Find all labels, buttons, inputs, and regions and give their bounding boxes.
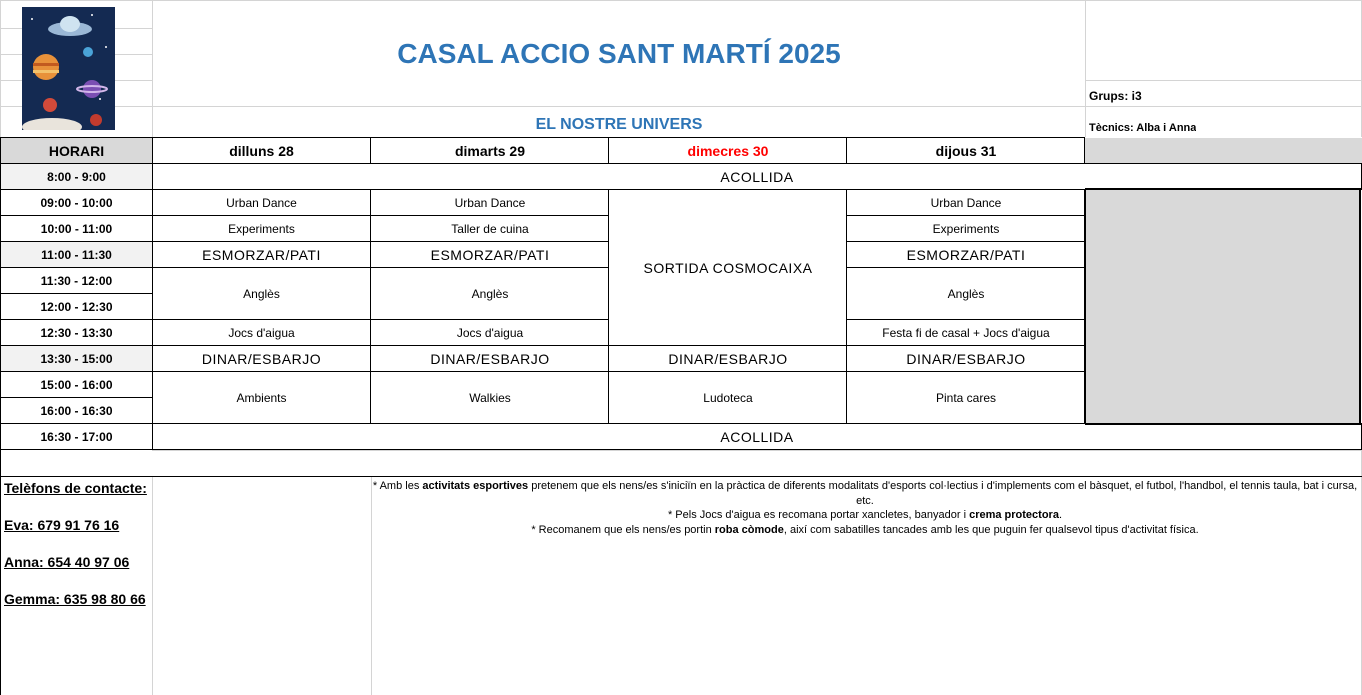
activity-cell: Jocs d'aigua xyxy=(228,325,295,340)
contact-gemma: Gemma: 635 98 80 66 xyxy=(4,591,146,607)
activity-cell: Taller de cuina xyxy=(451,221,529,236)
acollida-cell: ACOLLIDA xyxy=(720,428,794,445)
page-subtitle: EL NOSTRE UNIVERS xyxy=(535,116,703,133)
time-label: 13:30 - 15:00 xyxy=(40,351,113,366)
time-label: 10:00 - 11:00 xyxy=(40,221,113,236)
activity-cell: Urban Dance xyxy=(226,195,297,210)
activity-cell: DINAR/ESBARJO xyxy=(430,350,550,367)
activity-cell: Experiments xyxy=(228,221,295,236)
activity-cell: ESMORZAR/PATI xyxy=(430,246,550,263)
activity-cell: Anglès xyxy=(243,286,280,301)
activity-cell: DINAR/ESBARJO xyxy=(906,350,1026,367)
activity-cell: Ambients xyxy=(236,390,287,405)
notes-block xyxy=(372,479,1358,537)
groups-label: Grups: i3 xyxy=(1089,89,1142,103)
activity-cell: Urban Dance xyxy=(454,195,526,210)
activity-cell: Anglès xyxy=(947,286,985,301)
note-clothing: * Recomanem que els nens/es portin roba còmode, així com sabatilles tancades amb les que puguin fer qualsevol tipus d'activitat física. xyxy=(531,523,1199,536)
time-label: 11:30 - 12:00 xyxy=(40,273,113,288)
time-label: 12:30 - 13:30 xyxy=(40,325,113,340)
activity-cell: Ludoteca xyxy=(703,390,753,405)
activity-cell: SORTIDA COSMOCAIXA xyxy=(643,259,813,276)
acollida-cell: ACOLLIDA xyxy=(720,168,794,185)
time-label: 11:00 - 11:30 xyxy=(41,247,112,262)
corner-header: HORARI xyxy=(48,142,105,159)
day-header: dilluns 28 xyxy=(229,142,294,159)
activity-cell: Jocs d'aigua xyxy=(456,325,524,340)
day-header: dijous 31 xyxy=(935,142,997,159)
casal-logo xyxy=(22,7,115,130)
page-title: CASAL ACCIO SANT MARTÍ 2025 xyxy=(397,38,841,69)
activity-cell: DINAR/ESBARJO xyxy=(201,350,322,367)
activity-cell: DINAR/ESBARJO xyxy=(668,350,788,367)
activity-cell: ESMORZAR/PATI xyxy=(202,246,321,263)
activity-cell: Experiments xyxy=(932,221,1000,236)
activity-cell: Festa fi de casal + Jocs d'aigua xyxy=(882,325,1050,340)
activity-cell: Anglès xyxy=(471,286,509,301)
contact-anna: Anna: 654 40 97 06 xyxy=(4,554,130,570)
time-label: 16:00 - 16:30 xyxy=(40,403,113,418)
time-label: 8:00 - 9:00 xyxy=(47,169,106,184)
contact-eva: Eva: 679 91 76 16 xyxy=(4,517,120,533)
time-label: 16:30 - 17:00 xyxy=(40,429,113,444)
activity-cell: Walkies xyxy=(469,390,511,405)
blank-gray-block xyxy=(1085,189,1360,424)
technicians-label: Tècnics: Alba i Anna xyxy=(1089,122,1197,134)
time-label: 09:00 - 10:00 xyxy=(40,195,113,210)
time-label: 12:00 - 12:30 xyxy=(40,299,113,314)
time-label: 15:00 - 16:00 xyxy=(40,377,113,392)
contacts-title: Telèfons de contacte: xyxy=(4,480,147,496)
day-header: dimarts 29 xyxy=(454,142,526,159)
note-water-games: * Pels Jocs d'aigua es recomana portar xancletes, banyador i crema protectora. xyxy=(667,509,1063,521)
activity-cell: Pinta cares xyxy=(935,390,997,405)
activity-cell: Urban Dance xyxy=(930,195,1002,210)
note-sports: * Amb les activitats esportives pretenem que els nens/es s'iniciïn en la pràctica de diferents modalitats d'esports col·lectius i d'implements com el bàsquet, el futbol, l'handbol, el tennis taula, bat i cursa, etc. xyxy=(372,480,1358,507)
activity-cell: ESMORZAR/PATI xyxy=(906,246,1026,263)
day-header: dimecres 30 xyxy=(687,142,769,159)
